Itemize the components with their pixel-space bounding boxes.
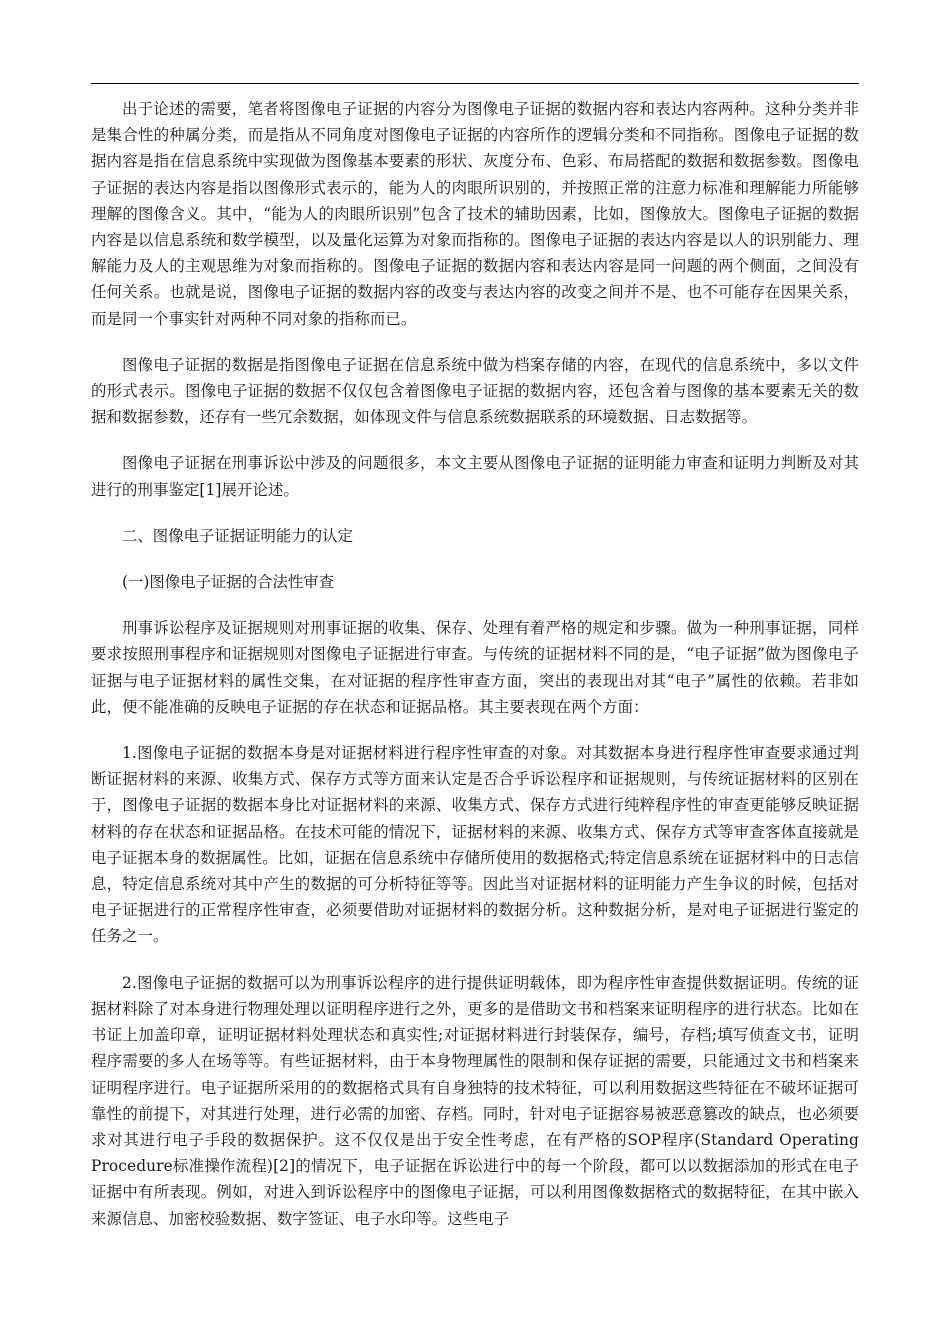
paragraph: 2.图像电子证据的数据可以为刑事诉讼程序的进行提供证明载体，即为程序性审查提供数据证明。传统的证据材料除了对本身进行物理处理以证明程序进行之外，更多的是借助文书和档案来证明程序的进行状态。比如在书证上加盖印章，证明证据材料处理状态和真实性;对证据材料进行封装保存，编号，存档;填写侦查文书，证明程序需要的多人在场等等。有些证据材料，由于本身物理属性的限制和保存证据的需要，只能通过文书和档案来证明程序进行。电子证据所采用的的数据格式具有自身独特的技术特征，可以利用数据这些特征在不破坏证据可靠性的前提下，对其进行处理，进行必需的加密、存档。同时，针对电子证据容易被恶意篡改的缺点，也必须要求对其进行电子手段的数据保护。这不仅仅是出于安全性考虑，在有严格的SOP程序(Standard Operating Procedure标准操作流程)[2]的情况下，电子证据在诉讼进行中的每一个阶段，都可以以数据添加的形式在电子证据中有所表现。例如，对进入到诉讼程序中的图像电子证据，可以利用图像数据格式的数据特征，在其中嵌入来源信息、加密校验数据、数字签证、电子水印等。这些电子 xyxy=(91,973,859,1228)
paragraph: 1.图像电子证据的数据本身是对证据材料进行程序性审查的对象。对其数据本身进行程序性审查要求通过判断证据材料的来源、收集方式、保存方式等方面来认定是否合乎诉讼程序和证据规则，与传统证据材料的区别在于，图像电子证据的数据本身比对证据材料的来源、收集方式、保存方式进行纯粹程序性的审查更能够反映证据材料的存在状态和证据品格。在技术可能的情况下，证据材料的来源、收集方式、保存方式等审查客体直接就是电子证据本身的数据属性。比如，证据在信息系统中存储所使用的数据格式;特定信息系统在证据材料中的日志信息，特定信息系统对其中产生的数据的可分析特征等等。因此当对证据材料的证明能力产生争议的时候，包括对电子证据进行的正常程序性审查，必须要借助对证据材料的数据分析。这种数据分析，是对电子证据进行鉴定的任务之一。 xyxy=(91,744,859,946)
section-heading: 二、图像电子证据证明能力的认定 xyxy=(122,526,353,545)
paragraph: 图像电子证据的数据是指图像电子证据在信息系统中做为档案存储的内容，在现代的信息系统中，多以文件的形式表示。图像电子证据的数据不仅仅包含着图像电子证据的数据内容，还包含着与图像的基本要素无关的数据和数据参数，还存有一些冗余数据，如体现文件与信息系统数据联系的环境数据、日志数据等。 xyxy=(91,355,859,427)
paragraph: 图像电子证据在刑事诉讼中涉及的问题很多，本文主要从图像电子证据的证明能力审查和证明力判断及对其进行的刑事鉴定[1]展开论述。 xyxy=(91,454,859,499)
subsection-heading: (一)图像电子证据的合法性审查 xyxy=(122,573,335,592)
document-body xyxy=(91,96,859,1232)
paragraph: 刑事诉讼程序及证据规则对刑事证据的收集、保存、处理有着严格的规定和步骤。做为一种刑事证据，同样要求按照刑事程序和证据规则对图像电子证据进行审查。与传统的证据材料不同的是，“电子证据”做为图像电子证据与电子证据材料的属性交集，在对证据的程序性审查方面，突出的表现出对其“电子”属性的依赖。若非如此，便不能准确的反映电子证据的存在状态和证据品格。其主要表现在两个方面： xyxy=(91,619,859,716)
paragraph: 出于论述的需要，笔者将图像电子证据的内容分为图像电子证据的数据内容和表达内容两种。这种分类并非是集合性的种属分类，而是指从不同角度对图像电子证据的内容所作的逻辑分类和不同指称。图像电子证据的数据内容是指在信息系统中实现做为图像基本要素的形状、灰度分布、色彩、布局搭配的数据和数据参数。图像电子证据的表达内容是指以图像形式表示的，能为人的肉眼所识别的，并按照正常的注意力标准和理解能力所能够理解的图像含义。其中，“能为人的肉眼所识别”包含了技术的辅助因素，比如，图像放大。图像电子证据的数据内容是以信息系统和数学模型，以及量化运算为对象而指称的。图像电子证据的表达内容是以人的识别能力、理解能力及人的主观思维为对象而指称的。图像电子证据的数据内容和表达内容是同一问题的两个侧面，之间没有任何关系。也就是说，图像电子证据的数据内容的改变与表达内容的改变之间并不是、也不可能存在因果关系，而是同一个事实针对两种不同对象的指称而已。 xyxy=(91,100,859,328)
header-rule xyxy=(91,83,859,84)
